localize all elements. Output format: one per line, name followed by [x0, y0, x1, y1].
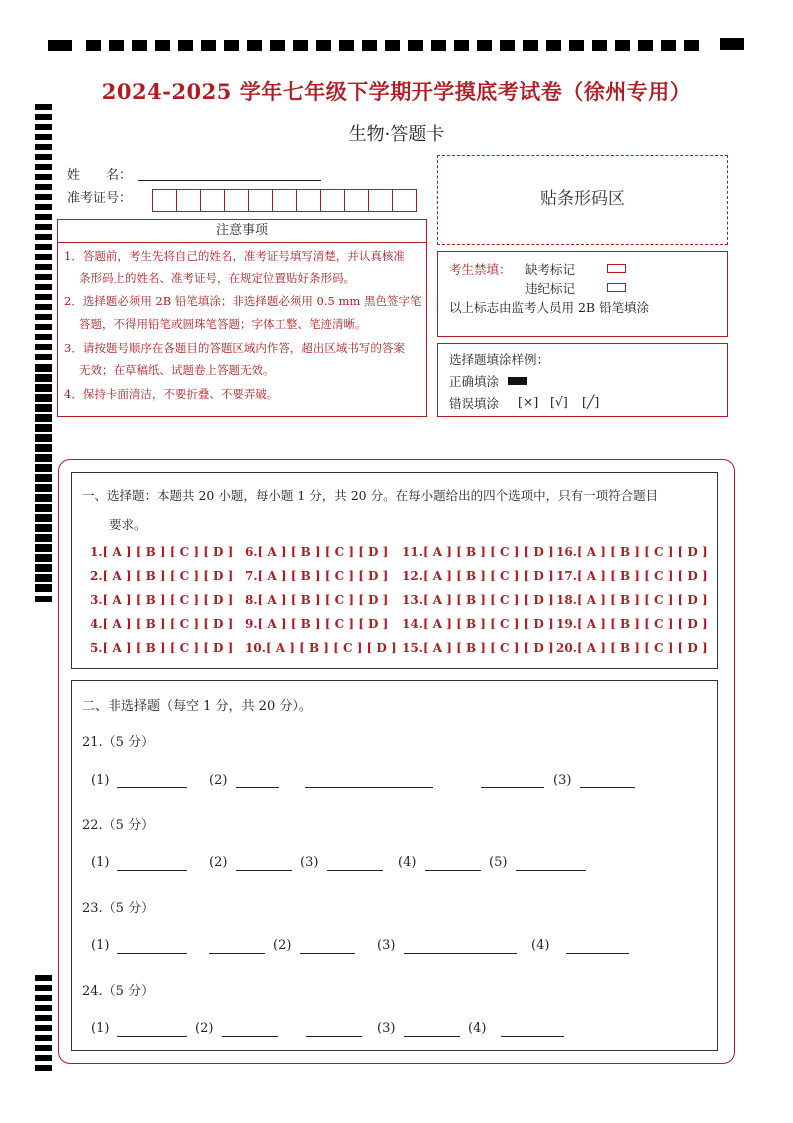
page-subtitle: 生物·答题卡	[348, 124, 445, 145]
exam-id-digit-box[interactable]	[320, 189, 345, 212]
timing-mark	[500, 40, 515, 51]
timing-mark	[35, 386, 52, 392]
timing-mark	[35, 396, 52, 402]
timing-mark	[35, 376, 52, 382]
timing-mark	[35, 366, 52, 372]
absent-mark-box[interactable]	[607, 264, 626, 273]
wrong-mark-cross: [×]	[518, 394, 539, 409]
question-number: 9.	[245, 617, 258, 631]
exam-id-digit-box[interactable]	[248, 189, 273, 212]
question-number: 5.	[90, 641, 103, 655]
notice-line: 条形码上的姓名、准考证号，在规定位置贴好条形码。	[79, 271, 355, 285]
timing-mark	[35, 334, 52, 340]
timing-mark	[35, 274, 52, 280]
blank-number: (4)	[531, 938, 550, 953]
timing-mark	[35, 536, 52, 542]
blank-number: (2)	[273, 938, 292, 953]
notice-box	[57, 243, 427, 417]
notice-heading: 注意事项	[57, 219, 427, 243]
multiple-choice-section	[71, 472, 718, 669]
fill-example-panel	[437, 343, 728, 417]
choice-question-6[interactable]	[245, 545, 388, 559]
wrong-mark-slash: [╱]	[582, 394, 600, 409]
timing-mark	[35, 1035, 52, 1041]
blank-number: (4)	[398, 855, 417, 870]
answer-blank[interactable]	[209, 953, 265, 954]
timing-mark	[35, 596, 52, 602]
answer-blank[interactable]	[305, 787, 433, 788]
timing-mark	[408, 40, 423, 51]
answer-blank[interactable]	[236, 787, 279, 788]
answer-options[interactable]: [ A ] [ B ] [ C ] [ D ]	[576, 593, 708, 607]
answer-blank[interactable]	[404, 1036, 460, 1037]
timing-mark	[477, 40, 492, 51]
answer-options[interactable]: [ A ] [ B ] [ C ] [ D ]	[257, 593, 389, 607]
answer-options[interactable]: [ A ] [ B ] [ C ] [ D ]	[576, 617, 708, 631]
exam-id-digit-box[interactable]	[176, 189, 201, 212]
timing-mark	[35, 466, 52, 472]
question-number: 19.	[556, 617, 577, 631]
correct-fill-mark	[508, 377, 527, 385]
exam-id-digit-box[interactable]	[344, 189, 369, 212]
timing-mark	[638, 40, 653, 51]
timing-mark	[385, 40, 400, 51]
choice-question-20[interactable]	[556, 641, 708, 655]
answer-options[interactable]: [ A ] [ B ] [ C ] [ D ]	[102, 545, 234, 559]
answer-blank[interactable]	[580, 787, 635, 788]
timing-mark	[35, 294, 52, 300]
timing-mark	[35, 456, 52, 462]
timing-mark	[35, 416, 52, 422]
answer-options[interactable]: [ A ] [ B ] [ C ] [ D ]	[257, 617, 389, 631]
timing-mark	[35, 546, 52, 552]
timing-mark	[35, 324, 52, 330]
timing-mark	[35, 244, 52, 250]
blank-number: (2)	[209, 773, 228, 788]
timing-mark	[35, 406, 52, 412]
choice-question-5[interactable]	[90, 641, 233, 655]
timing-mark	[35, 314, 52, 320]
notice-line: 无效；在草稿纸、试题卷上答题无效。	[79, 363, 275, 377]
timing-mark	[35, 526, 52, 532]
question-number: 2.	[90, 569, 103, 583]
answer-options[interactable]: [ A ] [ B ] [ C ] [ D ]	[422, 593, 554, 607]
timing-mark	[546, 40, 561, 51]
answer-blank[interactable]	[236, 870, 292, 871]
timing-mark	[155, 40, 170, 51]
wrong-mark-check: [√]	[550, 394, 568, 409]
timing-mark	[35, 284, 52, 290]
prohibited-note: 以上标志由监考人员用 2B 铅笔填涂	[449, 300, 650, 315]
choice-question-14[interactable]	[402, 617, 554, 631]
timing-mark	[35, 204, 52, 210]
choice-question-16[interactable]	[556, 545, 708, 559]
exam-id-digit-box[interactable]	[368, 189, 393, 212]
question-number: 12.	[402, 569, 423, 583]
question-22: 22.（5 分）	[82, 818, 155, 833]
timing-mark	[720, 38, 744, 50]
timing-mark	[132, 40, 147, 51]
timing-mark	[35, 985, 52, 991]
notice-line: 2．选择题必须用 2B 铅笔填涂；非选择题必须用 0.5 mm 黑色签字笔	[64, 294, 422, 308]
answer-options[interactable]: [ A ] [ B ] [ C ] [ D ]	[422, 569, 554, 583]
timing-mark	[35, 436, 52, 442]
notice-line: 答题，不得用铅笔或圆珠笔答题；字体工整、笔迹清晰。	[79, 317, 367, 331]
timing-mark	[316, 40, 331, 51]
choice-question-1[interactable]	[90, 545, 233, 559]
question-number: 6.	[245, 545, 258, 559]
timing-mark	[35, 446, 52, 452]
timing-mark	[35, 1045, 52, 1051]
correct-fill-label: 正确填涂	[449, 374, 500, 389]
answer-blank[interactable]	[300, 953, 355, 954]
blank-number: (5)	[489, 855, 508, 870]
answer-blank[interactable]	[117, 870, 187, 871]
choice-question-9[interactable]	[245, 617, 388, 631]
section1-instructions: 一、选择题：本题共 20 小题，每小题 1 分，共 20 分。在每小题给出的四个选项中，只有一项符合题目	[82, 488, 659, 503]
blank-number: (1)	[91, 855, 110, 870]
prohibited-panel	[437, 251, 728, 337]
question-number: 20.	[556, 641, 577, 655]
question-21: 21.（5 分）	[82, 735, 155, 750]
blank-number: (1)	[91, 1021, 110, 1036]
timing-mark	[35, 344, 52, 350]
choice-question-12[interactable]	[402, 569, 554, 583]
timing-mark	[35, 264, 52, 270]
timing-mark	[35, 1055, 52, 1061]
timing-mark	[35, 975, 52, 981]
answer-options[interactable]: [ A ] [ B ] [ C ] [ D ]	[257, 569, 389, 583]
answer-options[interactable]: [ A ] [ B ] [ C ] [ D ]	[257, 545, 389, 559]
answer-blank[interactable]	[566, 953, 629, 954]
question-number: 1.	[90, 545, 103, 559]
barcode-area: 贴条形码区	[437, 155, 728, 245]
question-number: 4.	[90, 617, 103, 631]
timing-mark	[270, 40, 285, 51]
timing-mark	[35, 154, 52, 160]
answer-options[interactable]: [ A ] [ B ] [ C ] [ D ]	[102, 569, 234, 583]
notice-line: 3．请按题号顺序在各题目的答题区域内作答，超出区域书写的答案	[64, 341, 405, 355]
timing-mark	[35, 164, 52, 170]
answer-blank[interactable]	[404, 953, 517, 954]
timing-mark	[35, 194, 52, 200]
notice-line: 4．保持卡面清洁，不要折叠、不要弄破。	[64, 387, 279, 401]
page-title: 2024-2025 学年七年级下学期开学摸底考试卷（徐州专用）	[101, 79, 692, 104]
choice-question-11[interactable]	[402, 545, 554, 559]
question-number: 3.	[90, 593, 103, 607]
blank-number: (3)	[553, 773, 572, 788]
name-field[interactable]	[138, 180, 321, 181]
timing-mark	[35, 1065, 52, 1071]
timing-mark	[35, 516, 52, 522]
prohibited-label: 考生禁填：	[449, 262, 512, 277]
question-number: 14.	[402, 617, 423, 631]
choice-question-19[interactable]	[556, 617, 708, 631]
answer-blank[interactable]	[327, 870, 383, 871]
timing-mark	[431, 40, 446, 51]
timing-mark	[35, 214, 52, 220]
choice-question-15[interactable]	[402, 641, 554, 655]
blank-number: (3)	[300, 855, 319, 870]
violation-mark-box[interactable]	[607, 283, 626, 292]
choice-question-3[interactable]	[90, 593, 233, 607]
timing-mark	[35, 476, 52, 482]
wrong-fill-label: 错误填涂	[449, 396, 500, 411]
question-number: 11.	[402, 545, 423, 559]
choice-question-18[interactable]	[556, 593, 708, 607]
section1-instructions-cont: 要求。	[109, 517, 147, 532]
exam-id-digit-box[interactable]	[152, 189, 177, 212]
answer-options[interactable]: [ A ] [ B ] [ C ] [ D ]	[102, 593, 234, 607]
timing-mark	[35, 586, 52, 592]
timing-mark	[615, 40, 630, 51]
timing-mark	[35, 354, 52, 360]
answer-options[interactable]: [ A ] [ B ] [ C ] [ D ]	[576, 545, 708, 559]
answer-options[interactable]: [ A ] [ B ] [ C ] [ D ]	[102, 617, 234, 631]
answer-blank[interactable]	[306, 1036, 362, 1037]
choice-question-4[interactable]	[90, 617, 233, 631]
timing-mark	[35, 184, 52, 190]
timing-mark	[293, 40, 308, 51]
choice-question-17[interactable]	[556, 569, 708, 583]
blank-number: (3)	[377, 938, 396, 953]
timing-mark	[35, 995, 52, 1001]
blank-number: (2)	[195, 1021, 214, 1036]
answer-options[interactable]: [ A ] [ B ] [ C ] [ D ]	[265, 641, 397, 655]
question-number: 16.	[556, 545, 577, 559]
timing-mark	[35, 566, 52, 572]
question-number: 18.	[556, 593, 577, 607]
answer-blank[interactable]	[425, 870, 481, 871]
exam-id-digit-box[interactable]	[392, 189, 417, 212]
fill-example-title: 选择题填涂样例：	[449, 352, 550, 367]
answer-options[interactable]: [ A ] [ B ] [ C ] [ D ]	[576, 569, 708, 583]
choice-question-13[interactable]	[402, 593, 554, 607]
timing-mark	[35, 556, 52, 562]
exam-id-digit-box[interactable]	[224, 189, 249, 212]
timing-mark	[454, 40, 469, 51]
timing-mark	[247, 40, 262, 51]
question-number: 15.	[402, 641, 423, 655]
timing-mark	[35, 174, 52, 180]
answer-blank[interactable]	[501, 1036, 564, 1037]
answer-blank[interactable]	[481, 787, 544, 788]
timing-mark	[35, 486, 52, 492]
answer-blank[interactable]	[117, 953, 187, 954]
question-number: 13.	[402, 593, 423, 607]
blank-number: (3)	[377, 1021, 396, 1036]
timing-mark	[35, 254, 52, 260]
timing-mark	[35, 1025, 52, 1031]
timing-mark	[35, 576, 52, 582]
violation-label: 违纪标记	[525, 281, 576, 296]
answer-options[interactable]: [ A ] [ B ] [ C ] [ D ]	[422, 617, 554, 631]
answer-blank[interactable]	[516, 870, 586, 871]
answer-blank[interactable]	[117, 1036, 187, 1037]
choice-question-7[interactable]	[245, 569, 388, 583]
answer-options[interactable]: [ A ] [ B ] [ C ] [ D ]	[576, 641, 708, 655]
question-number: 17.	[556, 569, 577, 583]
blank-number: (1)	[91, 938, 110, 953]
timing-mark	[35, 1015, 52, 1021]
section2-heading: 二、非选择题（每空 1 分，共 20 分）。	[82, 699, 312, 714]
timing-mark	[109, 40, 124, 51]
question-number: 10.	[245, 641, 266, 655]
id-label: 准考证号：	[67, 191, 133, 206]
exam-id-digit-box[interactable]	[200, 189, 225, 212]
choice-question-10[interactable]	[245, 641, 397, 655]
notice-line: 1．答题前，考生先将自己的姓名，准考证号填写清楚，并认真核准	[64, 249, 405, 263]
answer-options[interactable]: [ A ] [ B ] [ C ] [ D ]	[422, 545, 554, 559]
choice-question-8[interactable]	[245, 593, 388, 607]
blank-number: (2)	[209, 855, 228, 870]
timing-mark	[592, 40, 607, 51]
answer-options[interactable]: [ A ] [ B ] [ C ] [ D ]	[422, 641, 554, 655]
timing-mark	[684, 40, 699, 51]
exam-id-digit-box[interactable]	[296, 189, 321, 212]
question-24: 24.（5 分）	[82, 984, 155, 999]
timing-mark	[201, 40, 216, 51]
question-number: 8.	[245, 593, 258, 607]
absent-label: 缺考标记	[525, 262, 576, 277]
timing-mark	[661, 40, 676, 51]
free-response-section	[71, 680, 718, 1051]
timing-mark	[35, 426, 52, 432]
timing-mark	[86, 40, 101, 51]
timing-mark	[224, 40, 239, 51]
blank-number: (1)	[91, 773, 110, 788]
timing-mark	[35, 234, 52, 240]
choice-question-2[interactable]	[90, 569, 233, 583]
name-label: 姓 名：	[67, 168, 133, 183]
answer-blank[interactable]	[222, 1036, 278, 1037]
timing-mark	[35, 224, 52, 230]
timing-mark	[48, 40, 72, 51]
question-23: 23.（5 分）	[82, 901, 155, 916]
question-number: 7.	[245, 569, 258, 583]
timing-mark	[523, 40, 538, 51]
blank-number: (4)	[468, 1021, 487, 1036]
timing-mark	[362, 40, 377, 51]
timing-mark	[35, 496, 52, 502]
exam-id-digit-box[interactable]	[272, 189, 297, 212]
timing-mark	[35, 304, 52, 310]
timing-mark	[178, 40, 193, 51]
answer-options[interactable]: [ A ] [ B ] [ C ] [ D ]	[102, 641, 234, 655]
timing-mark	[339, 40, 354, 51]
timing-mark	[569, 40, 584, 51]
answer-blank[interactable]	[117, 787, 187, 788]
timing-mark	[35, 506, 52, 512]
timing-mark	[35, 1005, 52, 1011]
